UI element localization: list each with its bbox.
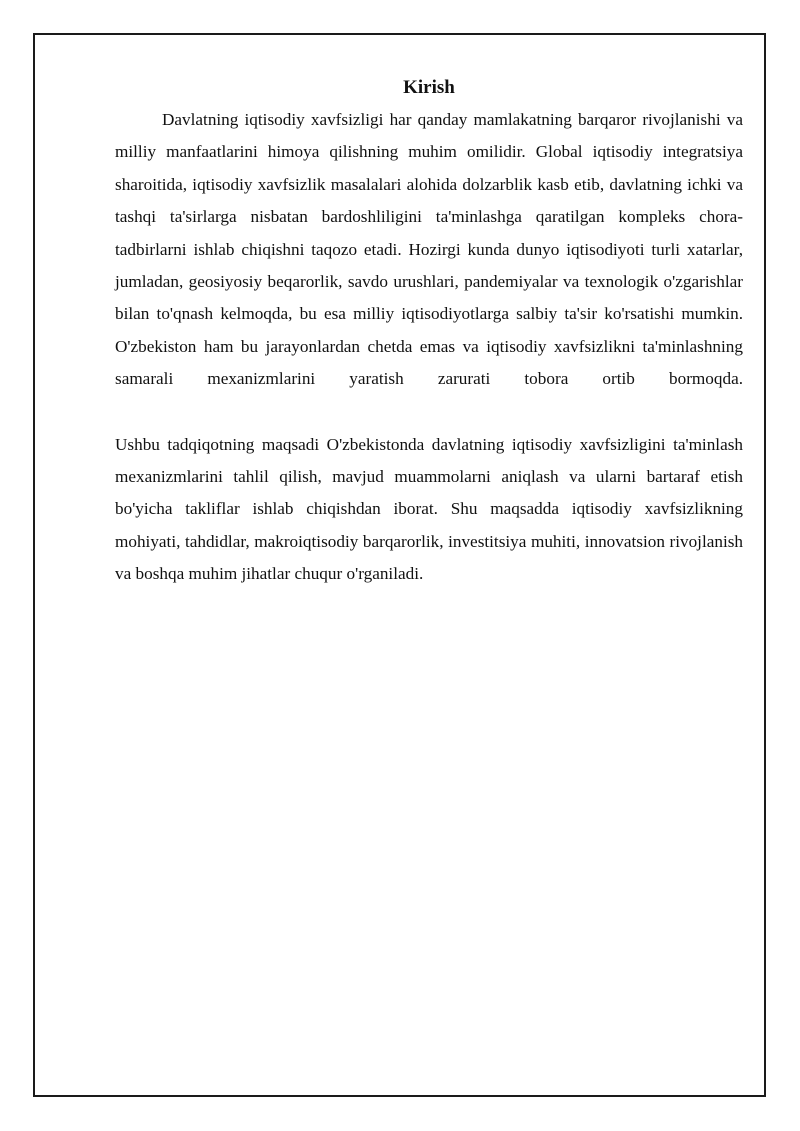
document-body bbox=[115, 76, 743, 591]
page-title: Kirish bbox=[403, 77, 455, 98]
paragraph-introduction: Davlatning iqtisodiy xavfsizligi har qanday mamlakatning barqaror rivojlanishi va milliy manfaatlarini himoya qilishning muhim omilidir. Global iqtisodiy integratsiya sharoitida, iqtisodiy xavfsizlik masalalari alohida dolzarblik kasb etib, davlatning ichki va tashqi ta'sirlarga nisbatan bardoshliligini ta'minlashga qaratilgan kompleks chora-tadbirlarni ishlab chiqishni taqozo etadi. Hozirgi kunda dunyo iqtisodiyoti turli xatarlar, jumladan, geosiyosiy beqarorlik, savdo urushlari, pandemiyalar va texnologik o'zgarishlar bilan to'qnash kelmoqda, bu esa milliy iqtisodiyotlarga salbiy ta'sir ko'rsatishi mumkin. O'zbekiston ham bu jarayonlardan chetda emas va iqtisodiy xavfsizlikni ta'minlashning samarali mexanizmlarini yaratish zarurati tobora ortib bormoqda. bbox=[115, 110, 743, 389]
paragraph-research-goal: Ushbu tadqiqotning maqsadi O'zbekistonda davlatning iqtisodiy xavfsizligini ta'minlash mexanizmlarini tahlil qilish, mavjud muammolarni aniqlash va ularni bartaraf etish bo'yicha takliflar ishlab chiqishdan iborat. Shu maqsadda iqtisodiy xavfsizlikning mohiyati, tahdidlar, makroiqtisodiy barqarorlik, investitsiya muhiti, innovatsion rivojlanish va boshqa muhim jihatlar chuqur o'rganiladi. bbox=[115, 434, 743, 584]
